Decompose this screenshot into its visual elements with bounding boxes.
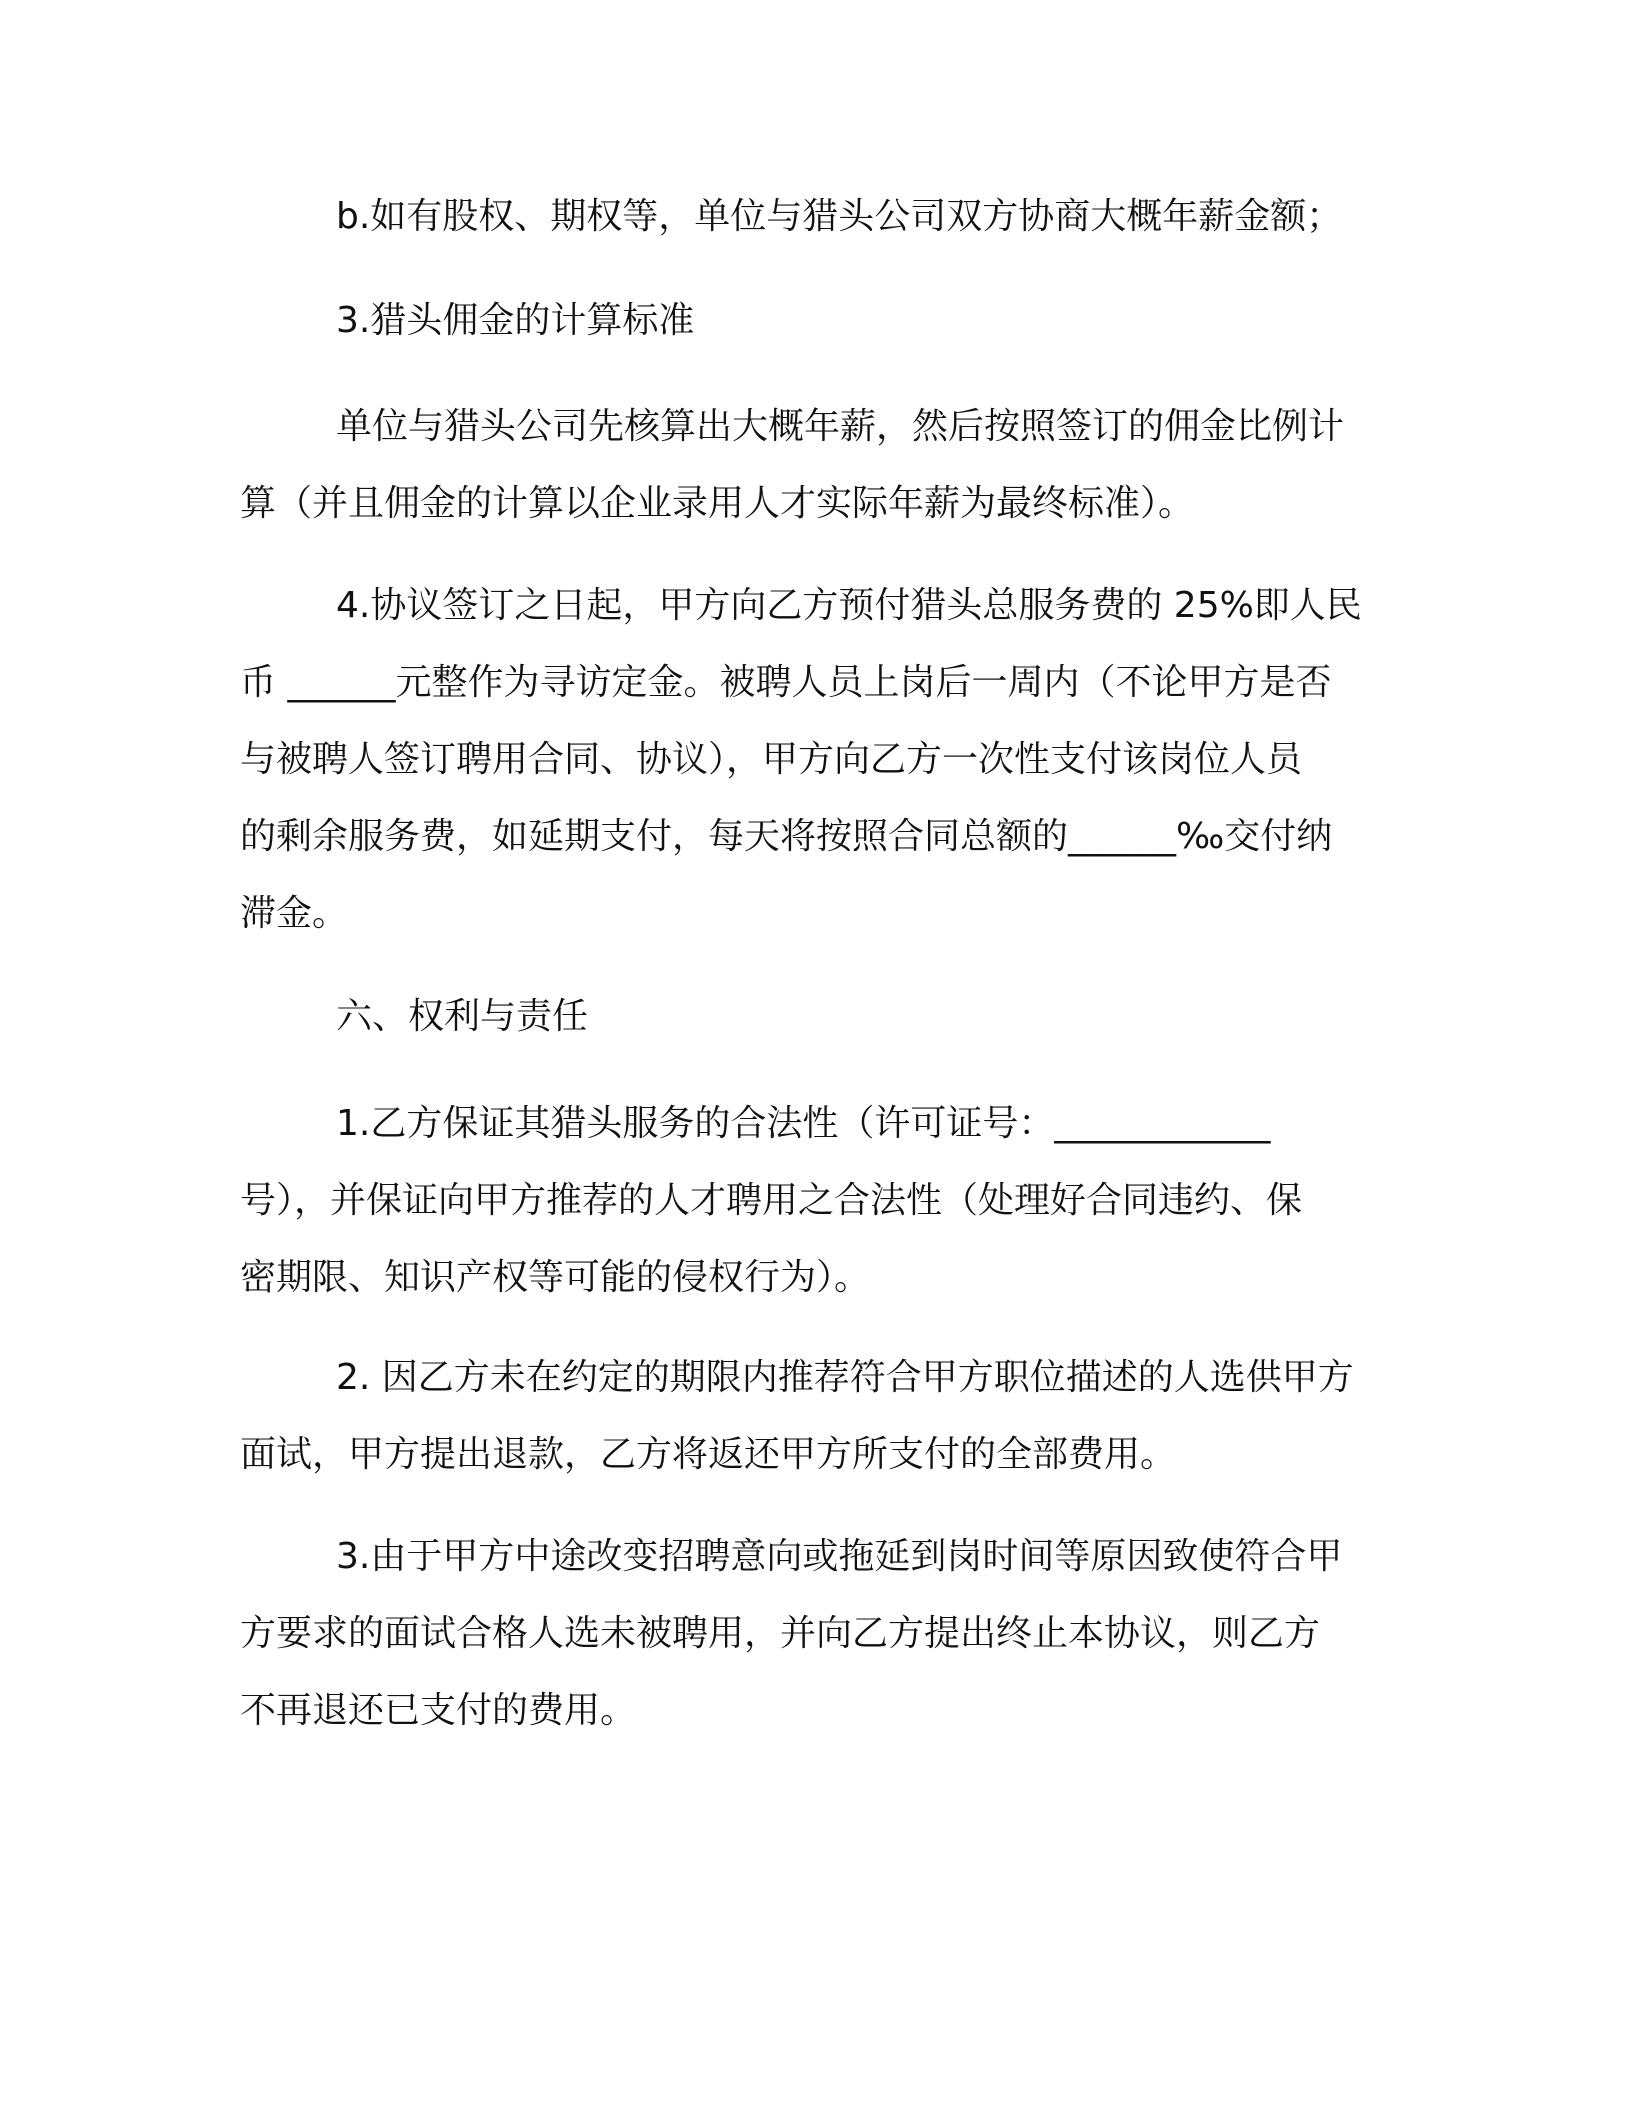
text-line: 的剩余服务费，如延期支付，每天将按照合同总额的______‰交付纳 xyxy=(240,816,1333,857)
text-line: 币 ______元整作为寻访定金。被聘人员上岗后一周内（不论甲方是否 xyxy=(240,662,1332,703)
text-line: 4.协议签订之日起，甲方向乙方预付猎头总服务费的 25%即人民 xyxy=(336,585,1362,626)
heading-commission-standard xyxy=(240,282,1390,359)
text-line: 面试，甲方提出退款，乙方将返还甲方所支付的全部费用。 xyxy=(240,1434,1177,1475)
text-line: 不再退还已支付的费用。 xyxy=(240,1690,637,1731)
text-line: 2. 因乙方未在约定的期限内推荐符合甲方职位描述的人选供甲方 xyxy=(336,1357,1354,1398)
text-line: 滞金。 xyxy=(240,893,349,934)
paragraph-commission-calculation xyxy=(240,388,1390,542)
text-line: b.如有股权、期权等，单位与猎头公司双方协商大概年薪金额； xyxy=(336,196,1343,237)
paragraph-termination xyxy=(240,1518,1390,1749)
paragraph-refund xyxy=(240,1339,1390,1493)
text-line: 单位与猎头公司先核算出大概年薪，然后按照签订的佣金比例计 xyxy=(336,406,1345,447)
text-line: 3.由于甲方中途改变招聘意向或拖延到岗时间等原因致使符合甲 xyxy=(336,1536,1343,1577)
text-line: 六、权利与责任 xyxy=(336,996,589,1037)
paragraph-prepayment xyxy=(240,567,1390,952)
section-heading-rights-responsibilities xyxy=(240,978,1390,1055)
text-line: 算（并且佣金的计算以企业录用人才实际年薪为最终标准）。 xyxy=(240,483,1195,524)
text-line: 1.乙方保证其猎头服务的合法性（许可证号：____________ xyxy=(336,1103,1271,1144)
text-line: 方要求的面试合格人选未被聘用，并向乙方提出终止本协议，则乙方 xyxy=(240,1613,1321,1654)
paragraph-legality-guarantee xyxy=(240,1085,1390,1316)
text-line: 号），并保证向甲方推荐的人才聘用之合法性（处理好合同违约、保 xyxy=(240,1180,1303,1221)
text-line: 与被聘人签订聘用合同、协议），甲方向乙方一次性支付该岗位人员 xyxy=(240,739,1303,780)
paragraph-equity-clause xyxy=(240,178,1390,255)
text-line: 密期限、知识产权等可能的侵权行为）。 xyxy=(240,1257,871,1298)
text-line: 3.猎头佣金的计算标准 xyxy=(336,300,695,341)
